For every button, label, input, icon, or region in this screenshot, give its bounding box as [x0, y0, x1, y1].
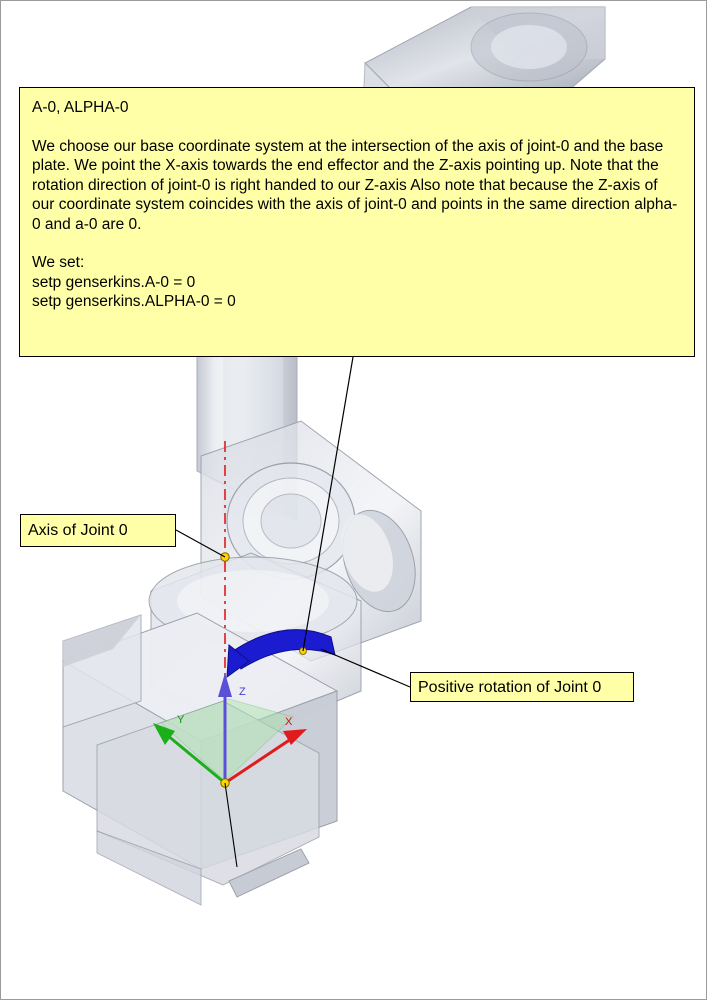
note-we-set-label: We set:: [32, 254, 85, 271]
note-heading: A-0, ALPHA-0: [32, 99, 129, 116]
main-note-callout: [19, 87, 695, 357]
axis-of-joint-label: Axis of Joint 0: [20, 514, 176, 547]
positive-rotation-label: Positive rotation of Joint 0: [410, 672, 634, 702]
note-spacer-1: [32, 118, 682, 137]
note-paragraph: We choose our base coordinate system at the intersection of the axis of joint-0 and the base plate. We point the X-axis towards the end effector and the Z-axis pointing up. Note that the rotation direction of joint-0 is right handed to our Z-axis Also note that because the Z-axis of our coordinate system coincides with the axis of joint-0 and points in the same direction alpha-0 and a-0 are 0.: [32, 137, 678, 233]
z-axis-label: Z: [239, 686, 246, 698]
note-command-alpha0: setp genserkins.ALPHA-0 = 0: [32, 293, 236, 310]
note-command-a0: setp genserkins.A-0 = 0: [32, 273, 196, 291]
y-axis-label: Y: [177, 714, 185, 726]
x-axis-label: X: [285, 716, 293, 728]
note-spacer-2: [32, 234, 682, 253]
